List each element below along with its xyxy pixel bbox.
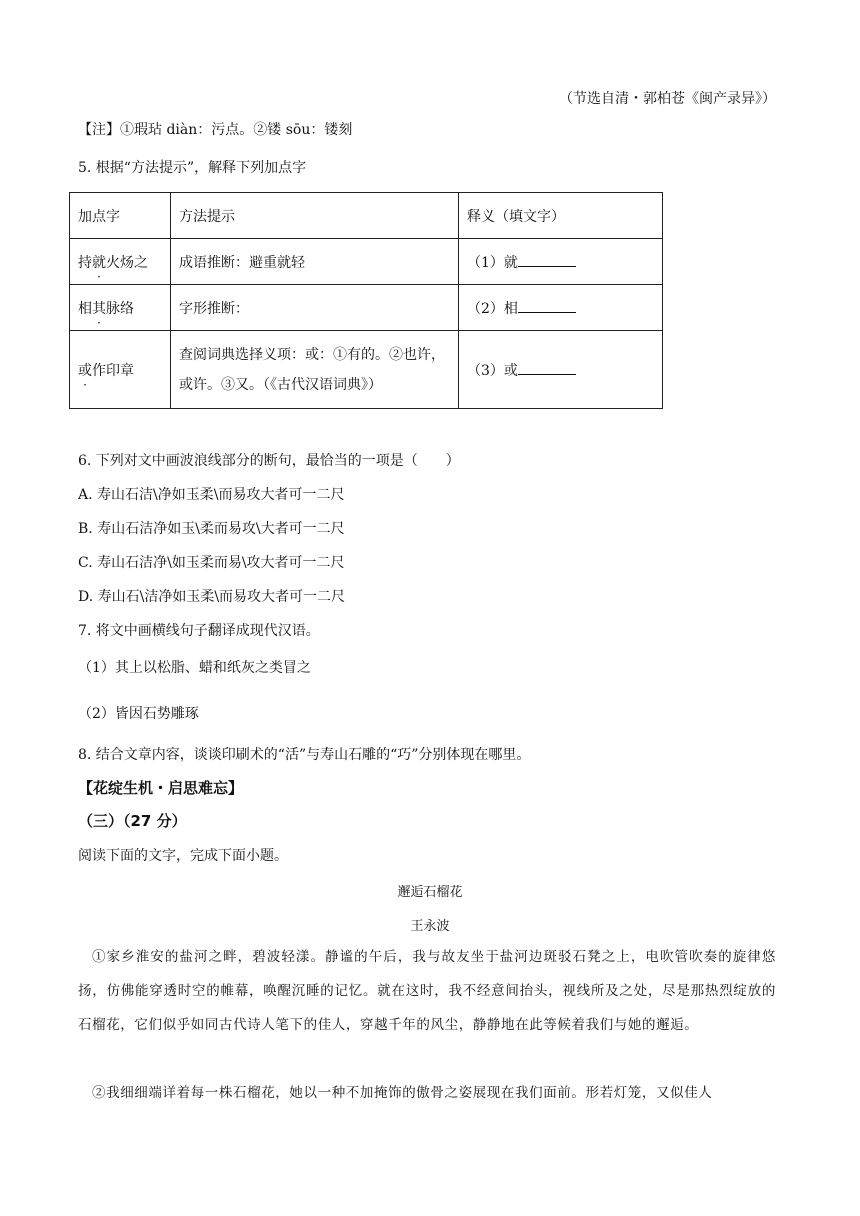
q7-prompt: 7. 将文中画横线句子翻译成现代汉语。: [78, 623, 320, 639]
option-a[interactable]: A. 寿山石洁\净如玉柔\而易攻大者可一二尺: [78, 487, 345, 503]
q8-prompt: 8. 结合文章内容，谈谈印刷术的“活”与寿山石雕的“巧”分别体现在哪里。: [78, 747, 531, 763]
answer-cell: （1）就: [459, 239, 663, 285]
explanation-table: [69, 192, 663, 409]
option-c[interactable]: C. 寿山石洁净\如玉柔而易\攻大者可一二尺: [78, 555, 345, 571]
article-author: 王永波: [410, 919, 450, 934]
answer-blank[interactable]: [518, 360, 576, 375]
dotted-char: 或: [78, 362, 92, 379]
q7-item-2: （2）皆因石势雕琢: [78, 706, 199, 722]
dotted-phrase: 持就火炀之: [70, 239, 171, 285]
header-meaning: 释义（填文字）: [459, 193, 663, 239]
dotted-char: 其: [92, 300, 106, 317]
dotted-char: 就: [92, 254, 106, 271]
header-hint: 方法提示: [171, 193, 459, 239]
reading-instruction: 阅读下面的文字，完成下面小题。: [78, 848, 288, 864]
table-row: [70, 285, 663, 331]
hint-cell: 查阅词典选择义项：或：①有的。②也许， 或许。③又。（《古代汉语词典》）: [171, 331, 459, 409]
table-header-row: [70, 193, 663, 239]
article-paragraph-2: ②我细细端详着每一株石榴花，她以一种不加掩饰的傲骨之姿展现在我们面前。形若灯笼，又似佳人: [92, 1085, 713, 1101]
option-d[interactable]: D. 寿山石\洁净如玉柔\而易攻大者可一二尺: [78, 589, 346, 605]
q5-prompt: 5. 根据“方法提示”，解释下列加点字: [78, 160, 307, 176]
article-paragraph-1: ①家乡淮安的盐河之畔，碧波轻漾。静谧的午后，我与故友坐于盐河边斑驳石凳之上，电吹管吹奏的旋律悠扬，仿佛能穿透时空的帷幕，唤醒沉睡的记忆。就在这时，我不经意间抬头，视线所及之处，尽是那热烈绽放的石榴花，它们似乎如同古代诗人笔下的佳人，穿越千年的风尘，静静地在此等候着我们与她的邂逅。: [78, 949, 776, 1033]
answer-blank[interactable]: [518, 252, 576, 267]
section-subtitle: （三）（27 分）: [78, 812, 187, 830]
q7-item-1: （1）其上以松脂、蜡和纸灰之类冒之: [78, 660, 311, 676]
article-title: 邂逅石榴花: [397, 885, 463, 900]
section-title: 【花绽生机・启思难忘】: [78, 779, 244, 797]
source-citation: （节选自清・郭柏苍《闽产录异》）: [559, 91, 776, 107]
table-row: [70, 331, 663, 409]
hint-cell: 成语推断：避重就轻: [171, 239, 459, 285]
q6-prompt: 6. 下列对文中画波浪线部分的断句，最恰当的一项是（ ）: [78, 453, 460, 469]
table-row: [70, 239, 663, 285]
answer-cell: （3）或: [459, 331, 663, 409]
hint-cell: 字形推断：: [171, 285, 459, 331]
option-b[interactable]: B. 寿山石洁净如玉\柔而易攻\大者可一二尺: [78, 521, 345, 537]
header-char: 加点字: [70, 193, 171, 239]
answer-blank[interactable]: [518, 298, 576, 313]
dotted-phrase: 相其脉络: [70, 285, 171, 331]
annotation-note: 【注】①瑕玷 diàn：污点。②镂 sōu：镂刻: [78, 122, 353, 138]
answer-cell: （2）相: [459, 285, 663, 331]
dotted-phrase: 或作印章: [70, 331, 171, 409]
